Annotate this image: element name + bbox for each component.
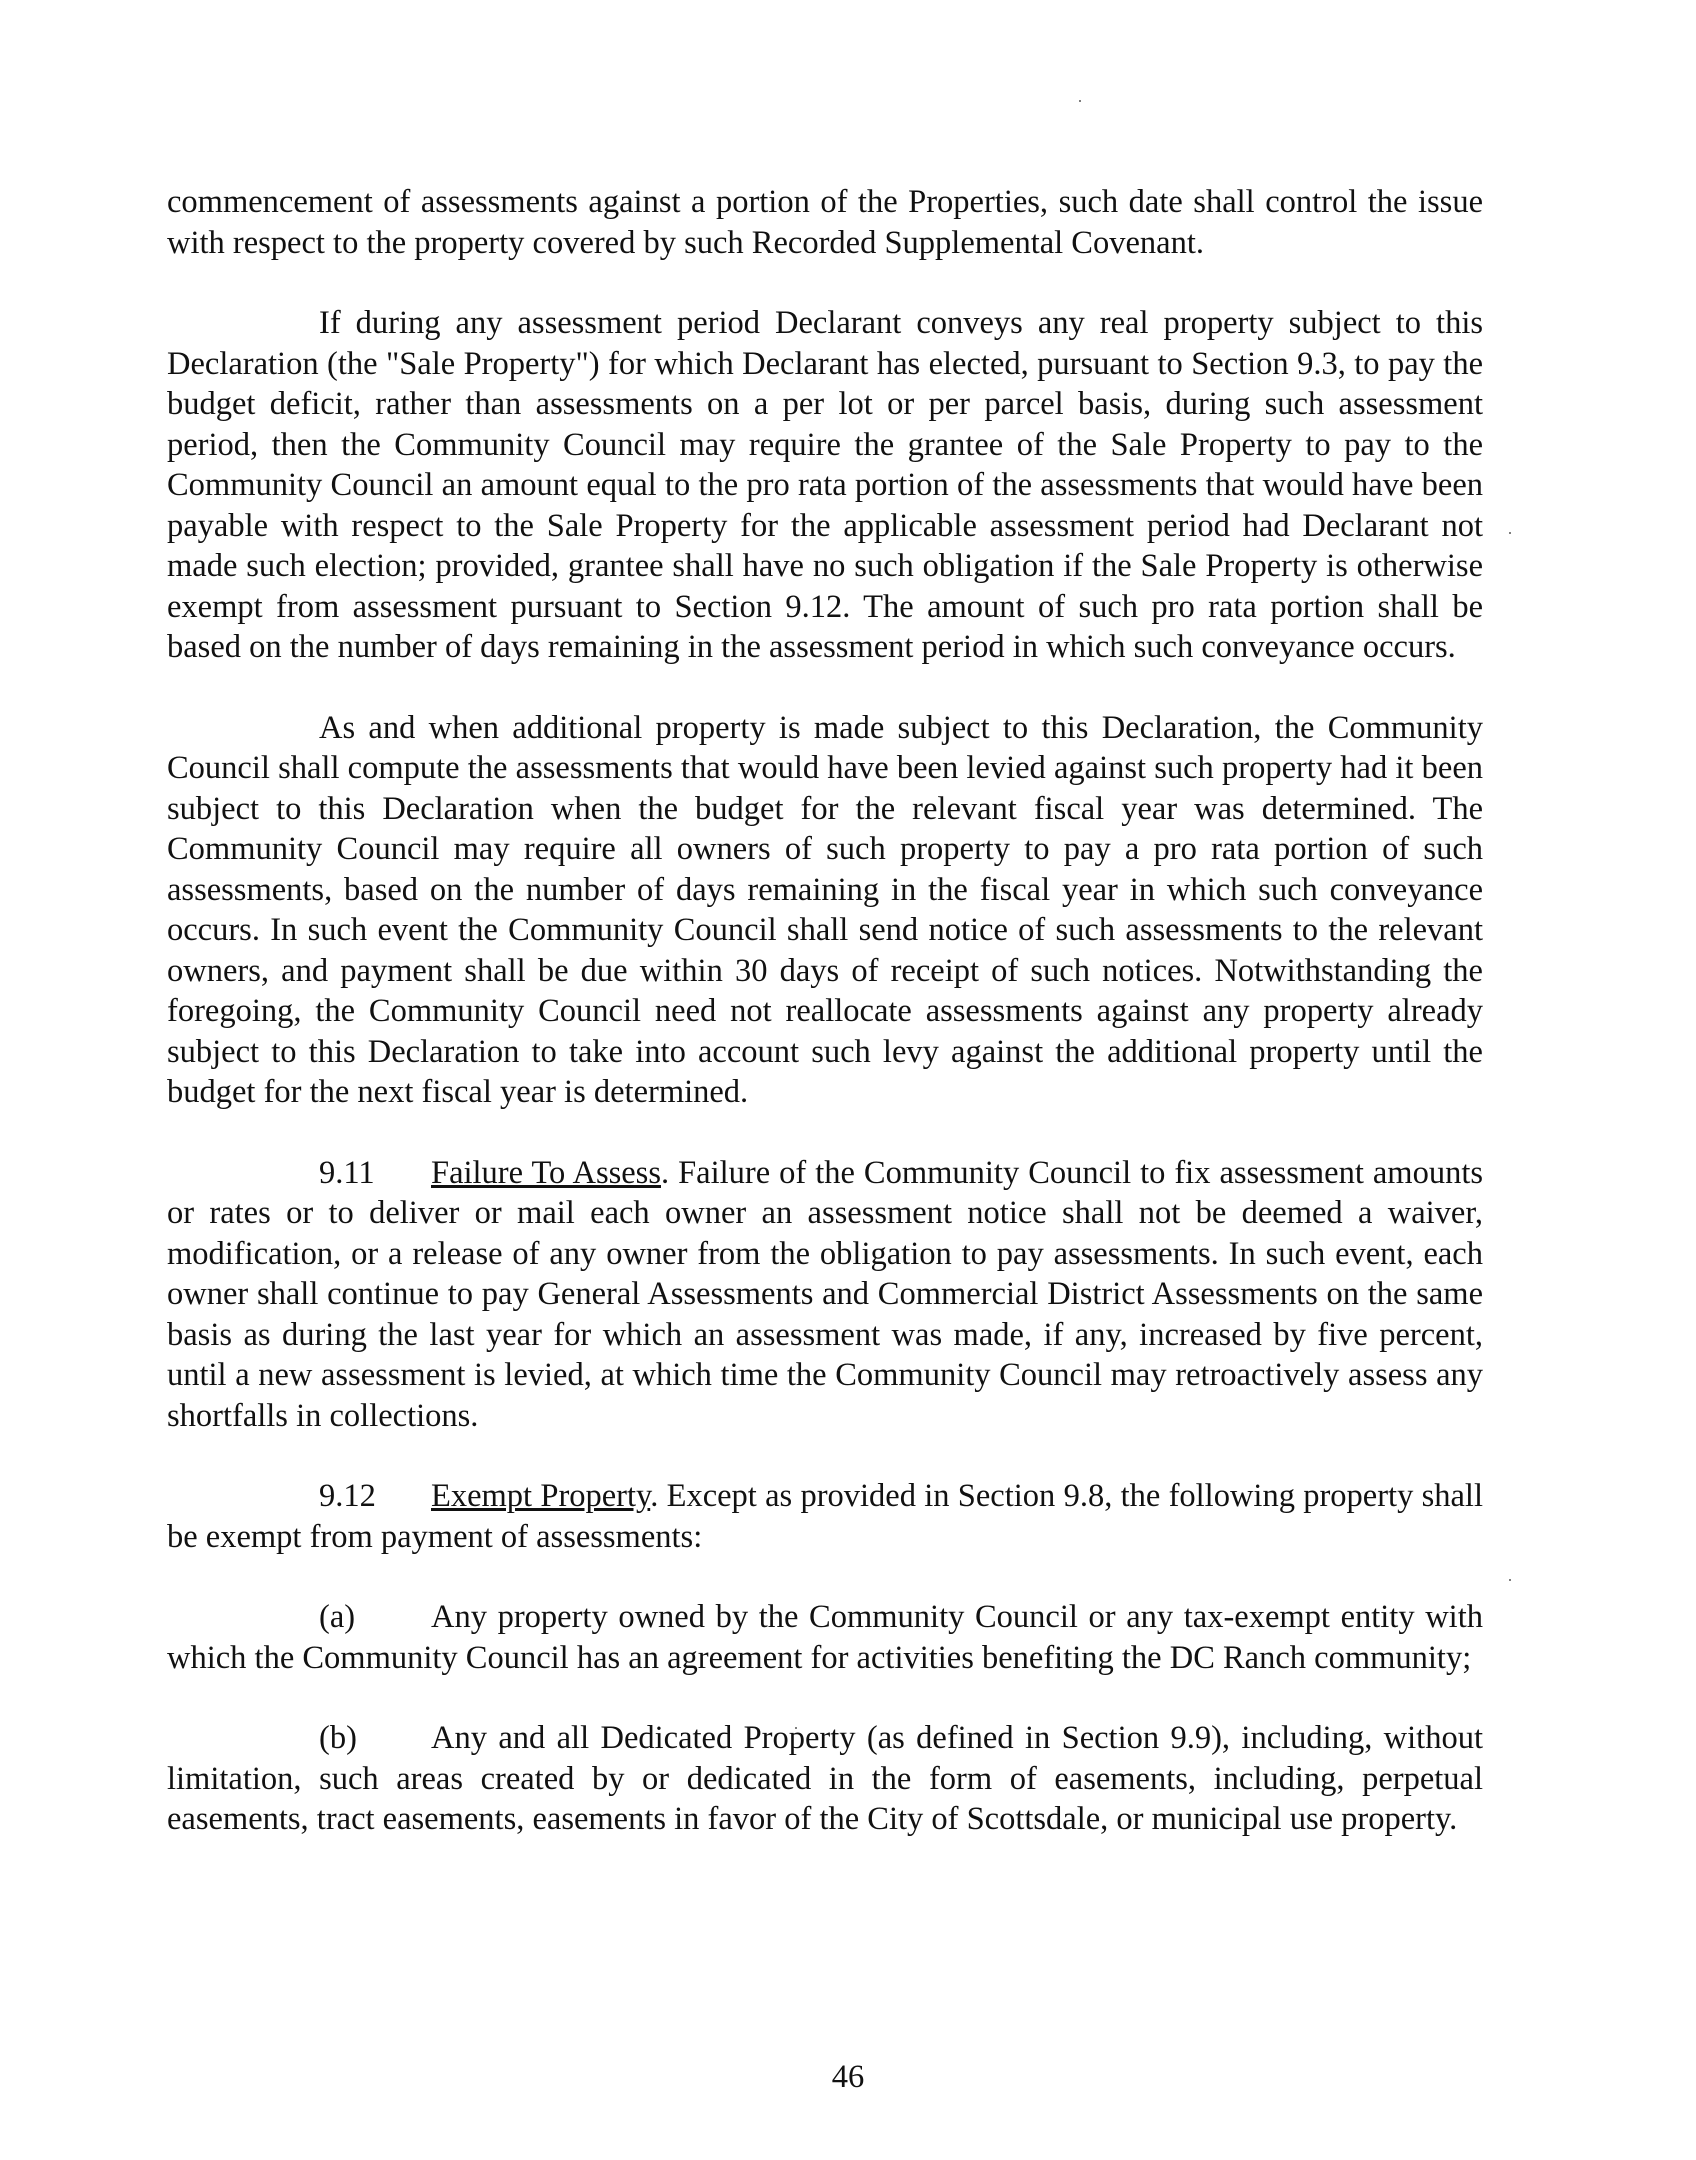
paragraph-text: If during any assessment period Declarant conveys any real property subject to this Declaration (the "Sale Property") for which Declarant has elected, pursuant to Section 9.3, to pay the budget deficit, rather than assessments on a per lot or per parcel basis, during such assessment period, then the Community Council may require the grantee of the Sale Property to pay to the Community Council an amount equal to the pro rata portion of the assessments that would have been payable with respect to the Sale Property for the applicable assessment period had Declarant not made such election; provided, grantee shall have no such obligation if the Sale Property is otherwise exempt from assessment pursuant to Section 9.12. The amount of such pro rata portion shall be based on the number of days remaining in the assessment period in which such conveyance occurs. bbox=[167, 305, 1483, 665]
subsection-label: (b) bbox=[319, 1720, 357, 1756]
paragraph-continued bbox=[167, 182, 1483, 263]
scan-speck bbox=[1509, 1579, 1511, 1581]
subsection-text: Any property owned by the Community Council or any tax-exempt entity with which the Community Council has an agreement for activities benefiting the DC Ranch community; bbox=[167, 1599, 1483, 1676]
subsection-text: Any and all Dedicated Property (as defined in Section 9.9), including, without limitation, such areas created by or dedicated in the form of easements, including, perpetual easements, tract easements, easements in favor of the City of Scottsdale, or municipal use property. bbox=[167, 1720, 1483, 1837]
subsection-a bbox=[167, 1597, 1483, 1678]
section-9-12 bbox=[167, 1476, 1483, 1557]
section-heading: Exempt Property bbox=[431, 1478, 651, 1514]
section-text: . Except as provided in Section 9.8, the following property shall be exempt from payment of assessments: bbox=[167, 1478, 1483, 1555]
scan-speck bbox=[1509, 532, 1511, 534]
body-text bbox=[167, 182, 1483, 1880]
scan-speck bbox=[1079, 100, 1081, 102]
section-heading: Failure To Assess bbox=[431, 1154, 661, 1191]
paragraph-additional-property bbox=[167, 708, 1483, 1113]
section-text: . Failure of the Community Council to fix assessment amounts or rates or to deliver or mail each owner an assessment notice shall not be deemed a waiver, modification, or a release of any owner from the obligation to pay assessments. In such event, each owner shall continue to pay General Assessments and Commercial District Assessments on the same basis as during the last year for which an assessment was made, if any, increased by five percent, until a new assessment is levied, at which time the Community Council may retroactively assess any shortfalls in collections. bbox=[167, 1154, 1483, 1434]
paragraph-text: commencement of assessments against a portion of the Properties, such date shall control the issue with respect to the property covered by such Recorded Supplemental Covenant. bbox=[167, 184, 1483, 261]
section-number: 9.11 bbox=[319, 1154, 375, 1191]
section-9-11 bbox=[167, 1153, 1483, 1437]
page-number: 46 bbox=[831, 2059, 865, 2095]
subsection-b bbox=[167, 1718, 1483, 1840]
subsection-label: (a) bbox=[319, 1599, 356, 1635]
section-number: 9.12 bbox=[319, 1478, 376, 1514]
paragraph-sale-property bbox=[167, 303, 1483, 668]
paragraph-text: As and when additional property is made subject to this Declaration, the Community Council shall compute the assessments that would have been levied against such property had it been subject to this Declaration when the budget for the relevant fiscal year was determined. The Community Council may require all owners of such property to pay a pro rata portion of such assessments, based on the number of days remaining in the fiscal year in which such conveyance occurs. In such event the Community Council shall send notice of such assessments to the relevant owners, and payment shall be due within 30 days of receipt of such notices. Notwithstanding the foregoing, the Community Council need not reallocate assessments against any property already subject to this Declaration to take into account such levy against the additional property until the budget for the next fiscal year is determined. bbox=[167, 709, 1483, 1110]
